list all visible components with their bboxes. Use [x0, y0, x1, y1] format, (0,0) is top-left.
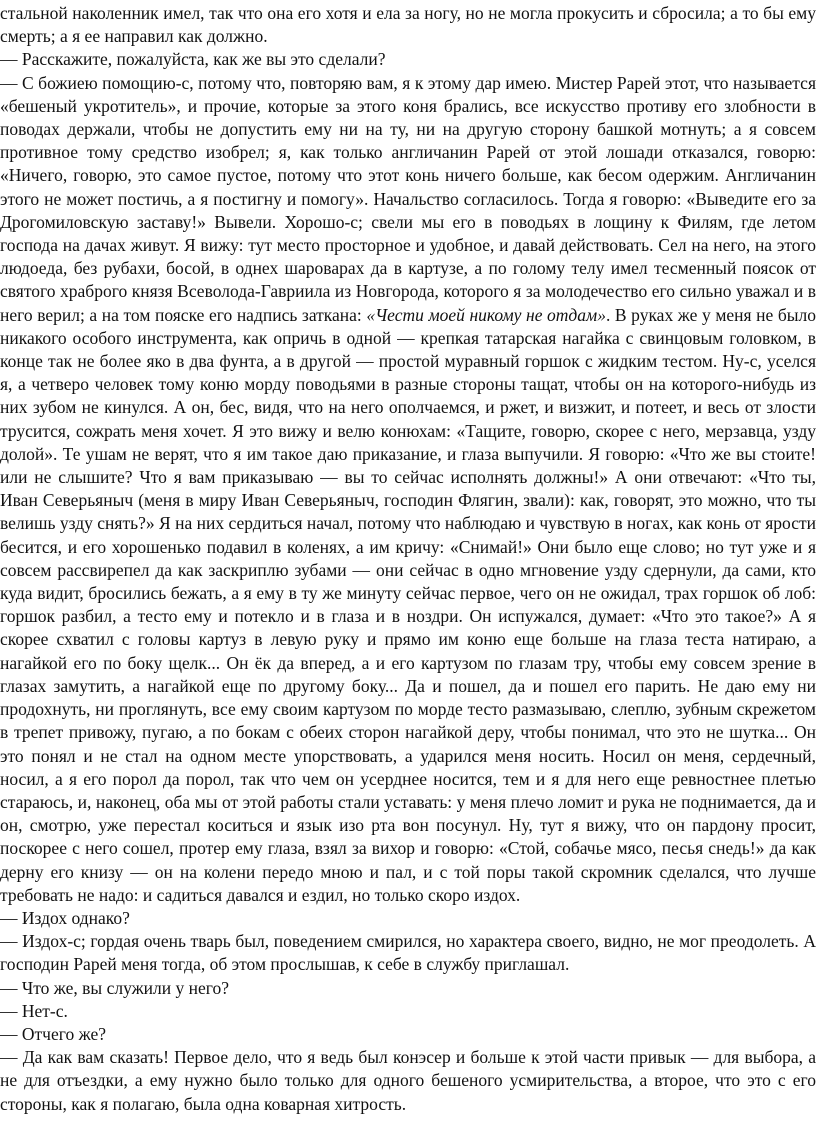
paragraph-text: — Издох-с; гордая очень тварь был, поведением смирился, но характера своего, видно, не мог преодолеть. А господин Рарей меня тогда, об этом прослышав, к себе в службу приглашал.	[0, 931, 816, 975]
paragraph-text: . В руках же у меня не было никакого особого инструмента, как опричь в одной — крепкая татарская нагайка с свинцовым головком, в конце так не более яко в два фунта, а в другой — простой муравный горшок с жидким тестом. Ну-с, уселся я, а четверо человек тому коню морду поводьями в разные стороны тащат, чтобы он на которого-нибудь из них зубом не кинулся. А он, бес, видя, что на него ополчаемся, и ржет, и визжит, и потеет, и весь от злости трусится, сожрать меня хочет. Я это вижу и велю конюхам: «Тащите, говорю, скорее с него, мерзавца, узду долой». Те ушам не верят, что я им такое даю приказание, и глаза выпучили. Я говорю: «Что же вы стоите! или не слышите? Что я вам приказываю — вы то сейчас исполнять должны!» А они отвечают: «Что ты, Иван Северьяныч (меня в миру Иван Северьяныч, господин Флягин, звали): как, говорят, это можно, что ты велишь узду снять?» Я на них сердиться начал, потому что наблюдаю и чувствую в ногах, как конь от ярости бесится, и его хорошенько подавил в коленях, а им кричу: «Снимай!» Они было еще слово; но тут уже и я совсем рассвирепел да как заскриплю зубами — они сейчас в одно мгновение узду сдернули, да сами, кто куда видит, бросились бежать, а я ему в ту же минуту сейчас первое, чего он не ожидал, трах горшок об лоб: горшок разбил, а тесто ему и потекло и в глаза и в ноздри. Он испужался, думает: «Что это такое?» А я скорее схватил с головы картуз в левую руку и прямо им коню еще больше на глаза теста натираю, а нагайкой его по боку щелк... Он ёк да вперед, а и его картузом по глазам тру, чтобы ему совсем зрение в глазах замутить, а нагайкой еще по другому боку... Да и пошел, да и пошел его парить. Не даю ему ни продохнуть, ни проглянуть, все ему своим картузом по морде тесто размазываю, слеплю, зубным скрежетом в трепет привожу, пугаю, а по бокам с обеих сторон нагайкой деру, чтобы понимал, что это не шутка... Он это понял и не стал на одном месте упорствовать, а ударился меня носить. Носил он меня, сердечный, носил, а я его порол да порол, так что чем он усерднее носится, тем и я для него еще ревностнее плетью стараюсь, и, наконец, оба мы от этой работы стали уставать: у меня плечо ломит и рука не поднимается, да и он, смотрю, уже перестал коситься и язык изо рта вон посунул. Ну, тут я вижу, что он пардону просит, поскорее с него сошел, протер ему глаза, взял за вихор и говорю: «Стой, собачье мясо, песья снедь!» да как дерну его книзу — он на колени передо мною и пал, и с той поры такой скромник сделался, что лучше требовать не надо: и садиться давался и ездил, но только скоро издох.	[0, 304, 816, 905]
paragraph	[0, 907, 816, 930]
paragraph	[0, 72, 816, 907]
paragraph-text: — С божиею помощию-с, потому что, повторяю вам, я к этому дар имею. Мистер Рарей этот, что называется «бешеный укротитель», и прочие, которые за этого коня брались, все искусство противу его злобности в поводах держали, чтобы не допустить ему ни на ту, ни на другую сторону башкой мотнуть; а я совсем противное тому средство изобрел; я, как только англичанин Рарей от этой лошади отказался, говорю: «Ничего, говорю, это самое пустое, потому что этот конь ничего больше, как бесом одержим. Англичанин этого не может постичь, а я постигну и помогу». Начальство согласилось. Тогда я говорю: «Выведите его за Дрогомиловскую заставу!» Вывели. Хорошо-с; свели мы его в поводьях в лощину к Филям, где летом господа на дачах живут. Я вижу: тут место просторное и удобное, и давай действовать. Сел на него, на этого людоеда, без рубахи, босой, в однех шароварах да в картузе, а по голому телу имел тесменный поясок от святого храброго князя Всеволода-Гавриила из Новгорода, которого я за молодечество его сильно уважал и в него верил; а на том пояске его надпись заткана:	[0, 72, 816, 325]
paragraph-text: — Издох однако?	[0, 907, 130, 928]
paragraph-text: — Нет-с.	[0, 1000, 68, 1021]
paragraph-text: стальной наколенник имел, так что она его хотя и ела за ногу, но не могла прокусить и сбросила; а то бы ему смерть; а я ее направил как должно.	[0, 3, 816, 47]
paragraph	[0, 930, 816, 976]
paragraph	[0, 1023, 816, 1046]
paragraph	[0, 977, 816, 1000]
italic-inscription: «Чести моей никому не отдам»	[366, 304, 606, 325]
paragraph-text: — Отчего же?	[0, 1023, 106, 1044]
paragraph	[0, 48, 816, 71]
paragraph	[0, 1046, 816, 1116]
paragraph-text: — Да как вам сказать! Первое дело, что я ведь был конэсер и больше к этой части привык — для выбора, а не для отъездки, а ему нужно было только для одного бешеного усмирительства, а второе, что это с его стороны, как я полагаю, была одна коварная хитрость.	[0, 1047, 816, 1114]
paragraph	[0, 2, 816, 48]
paragraph-text: — Что же, вы служили у него?	[0, 977, 230, 998]
paragraph	[0, 1000, 816, 1023]
paragraph-text: — Расскажите, пожалуйста, как же вы это сделали?	[0, 49, 386, 70]
